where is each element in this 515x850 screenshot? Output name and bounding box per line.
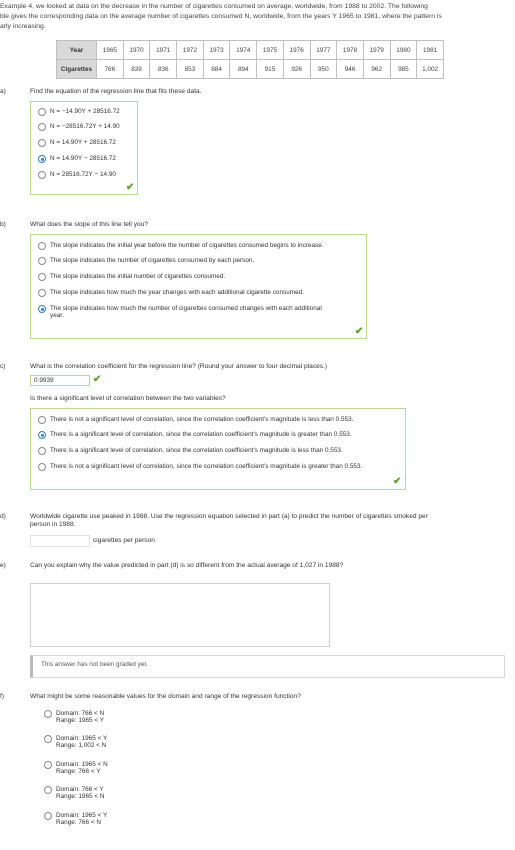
- part-a-option-4[interactable]: N = 14.90Y − 28516.72: [38, 155, 116, 163]
- part-b-option-5[interactable]: [38, 305, 322, 319]
- radio-button[interactable]: [44, 710, 52, 718]
- part-f-question: What might be some reasonable values for the domain and range of the regression function?: [30, 693, 301, 700]
- radio-button[interactable]: [38, 447, 46, 455]
- part-f-option-5[interactable]: [44, 812, 107, 826]
- table-cell: 853: [177, 60, 204, 79]
- table-cell: 894: [230, 60, 257, 79]
- table-cell: 1970: [123, 41, 150, 60]
- radio-button[interactable]: [38, 171, 46, 179]
- radio-button-selected[interactable]: [38, 155, 46, 163]
- radio-button[interactable]: [38, 289, 46, 297]
- table-cell: 1971: [150, 41, 177, 60]
- radio-button[interactable]: [44, 786, 52, 794]
- part-f-option-2[interactable]: [44, 735, 107, 749]
- radio-button[interactable]: [38, 123, 46, 131]
- part-b-option-2[interactable]: The slope indicates the number of cigarettes consumed by each person.: [38, 257, 254, 265]
- part-c-option-4[interactable]: There is not a significant level of correlation, since the correlation coefficient's magnitude is greater than 0.553.: [38, 463, 362, 471]
- part-b-option-4[interactable]: The slope indicates how much the year changes with each additional cigarette consumed.: [38, 289, 304, 297]
- table-cell: 946: [337, 60, 364, 79]
- table-cell: 1976: [283, 41, 310, 60]
- radio-button[interactable]: [38, 257, 46, 265]
- table-cell: 1977: [310, 41, 337, 60]
- table-cell: 950: [310, 60, 337, 79]
- table-cell: 1979: [363, 41, 390, 60]
- radio-button-selected[interactable]: [38, 431, 46, 439]
- range-label: Range: 1,002 < N: [56, 742, 107, 749]
- data-table: [56, 40, 444, 79]
- domain-label: Domain: 1965 < N: [56, 761, 108, 768]
- radio-button[interactable]: [38, 416, 46, 424]
- part-a-option-1[interactable]: N = −14.90Y + 28516.72: [38, 108, 120, 116]
- part-a-answer-box: [30, 101, 138, 195]
- radio-button-selected[interactable]: [38, 305, 46, 313]
- correlation-answer-field[interactable]: 0.9939: [30, 375, 90, 386]
- intro-text: [0, 2, 510, 32]
- part-c-option-3[interactable]: There is a significant level of correlation, since the correlation coefficient's magnitude is less than 0.553.: [38, 447, 343, 455]
- table-cell: 1978: [337, 41, 364, 60]
- radio-button[interactable]: [38, 242, 46, 250]
- table-cell: 926: [283, 60, 310, 79]
- part-b-question: What does the slope of this line tell you?: [30, 221, 149, 228]
- part-f-option-4[interactable]: [44, 786, 105, 800]
- table-cell: 1,002: [417, 60, 444, 79]
- table-cell: 836: [150, 60, 177, 79]
- part-c-question: What is the correlation coefficient for the regression line? (Round your answer to four decimal places.): [30, 363, 328, 370]
- part-e-letter: e): [0, 562, 6, 569]
- table-cell: 1980: [390, 41, 417, 60]
- part-f-letter: f): [0, 693, 5, 700]
- table-cell: 839: [123, 60, 150, 79]
- part-f-option-1[interactable]: [44, 710, 104, 724]
- part-c-option-2[interactable]: There is a significant level of correlation, since the correlation coefficient's magnitude is greater than 0.553.: [38, 431, 352, 439]
- intro-line-3: arly increasing.: [0, 23, 46, 30]
- not-graded-notice: This answer has not been graded yet.: [30, 655, 505, 678]
- table-cell: 884: [203, 60, 230, 79]
- explanation-textarea[interactable]: [30, 583, 330, 647]
- part-b-answer-box: [30, 234, 367, 339]
- table-cell: 985: [390, 60, 417, 79]
- table-header-cigarettes: Cigarettes: [57, 60, 97, 79]
- part-b-letter: b): [0, 221, 6, 228]
- radio-button[interactable]: [44, 812, 52, 820]
- table-row-cigarettes: [57, 60, 444, 79]
- domain-label: Domain: 1965 < Y: [56, 735, 108, 742]
- table-cell: 962: [363, 60, 390, 79]
- radio-button[interactable]: [38, 108, 46, 116]
- table-row-years: [57, 41, 444, 60]
- part-d-question-line-1: Worldwide cigarette use peaked in 1988. Use the regression equation selected in part (a) to predict the number of cigarettes smoked per: [30, 513, 428, 520]
- radio-button[interactable]: [44, 761, 52, 769]
- table-cell: 766: [97, 60, 124, 79]
- radio-button[interactable]: [38, 463, 46, 471]
- table-cell: 1972: [177, 41, 204, 60]
- part-a-option-2[interactable]: N = −28516.72Y + 14.90: [38, 123, 120, 131]
- table-cell: 1973: [203, 41, 230, 60]
- domain-label: Domain: 766 < N: [56, 710, 105, 717]
- table-header-year: Year: [57, 41, 97, 60]
- table-cell: 1965: [97, 41, 124, 60]
- radio-button[interactable]: [38, 139, 46, 147]
- part-c-answer-box: [30, 408, 406, 490]
- table-cell: 915: [257, 60, 284, 79]
- radio-button[interactable]: [38, 273, 46, 281]
- part-a-option-5[interactable]: N = 28516.72Y − 14.90: [38, 171, 116, 179]
- part-b-option-5-line-1: The slope indicates how much the number of cigarettes consumed changes with each additional: [50, 305, 322, 312]
- part-f-option-3[interactable]: [44, 761, 108, 775]
- part-c-question-2: Is there a significant level of correlation between the two variables?: [30, 395, 226, 402]
- range-label: Range: 766 < Y: [56, 768, 101, 775]
- check-icon: ✔: [355, 326, 364, 337]
- part-c-option-1[interactable]: There is not a significant level of correlation, since the correlation coefficient's magnitude is less than 0.553.: [38, 416, 353, 424]
- part-d-question-line-2: person in 1988.: [30, 521, 76, 528]
- check-icon: ✔: [126, 182, 135, 193]
- domain-label: Domain: 766 < Y: [56, 786, 104, 793]
- part-a-option-3[interactable]: N = 14.90Y + 28516.72: [38, 139, 116, 147]
- part-d-letter: d): [0, 513, 6, 520]
- radio-button[interactable]: [44, 735, 52, 743]
- part-b-option-1[interactable]: The slope indicates the initial year before the number of cigarettes consumed begins to increase.: [38, 242, 324, 250]
- table-cell: 1975: [257, 41, 284, 60]
- part-a-letter: a): [0, 88, 6, 95]
- part-b-option-3[interactable]: The slope indicates the initial number of cigarettes consumed.: [38, 273, 225, 281]
- intro-line-2: ble gives the corresponding data on the average number of cigarettes consumed N, worldwide, from the years Y 1965 to 1981, where the pattern is: [0, 13, 442, 20]
- part-c-letter: c): [0, 363, 6, 370]
- domain-label: Domain: 1965 < Y: [56, 812, 108, 819]
- prediction-answer-field[interactable]: [30, 535, 90, 547]
- check-icon: ✔: [93, 374, 102, 385]
- intro-line-1: Example 4, we looked at data on the decrease in the number of cigarettes consumed on average, worldwide, from 1988 to 2002. The following: [0, 3, 428, 10]
- range-label: Range: 1965 < N: [56, 793, 105, 800]
- part-d-unit-label: cigarettes per person: [93, 537, 155, 544]
- table-cell: 1981: [417, 41, 444, 60]
- check-icon: ✔: [393, 476, 402, 487]
- part-a-question: Find the equation of the regression line that fits these data.: [30, 88, 202, 95]
- range-label: Range: 766 < N: [56, 819, 101, 826]
- part-e-question: Can you explain why the value predicted in part (d) is so different from the actual average of 1,027 in 1988?: [30, 562, 344, 569]
- part-b-option-5-line-2: year.: [50, 312, 64, 319]
- range-label: Range: 1965 < Y: [56, 717, 105, 724]
- table-cell: 1974: [230, 41, 257, 60]
